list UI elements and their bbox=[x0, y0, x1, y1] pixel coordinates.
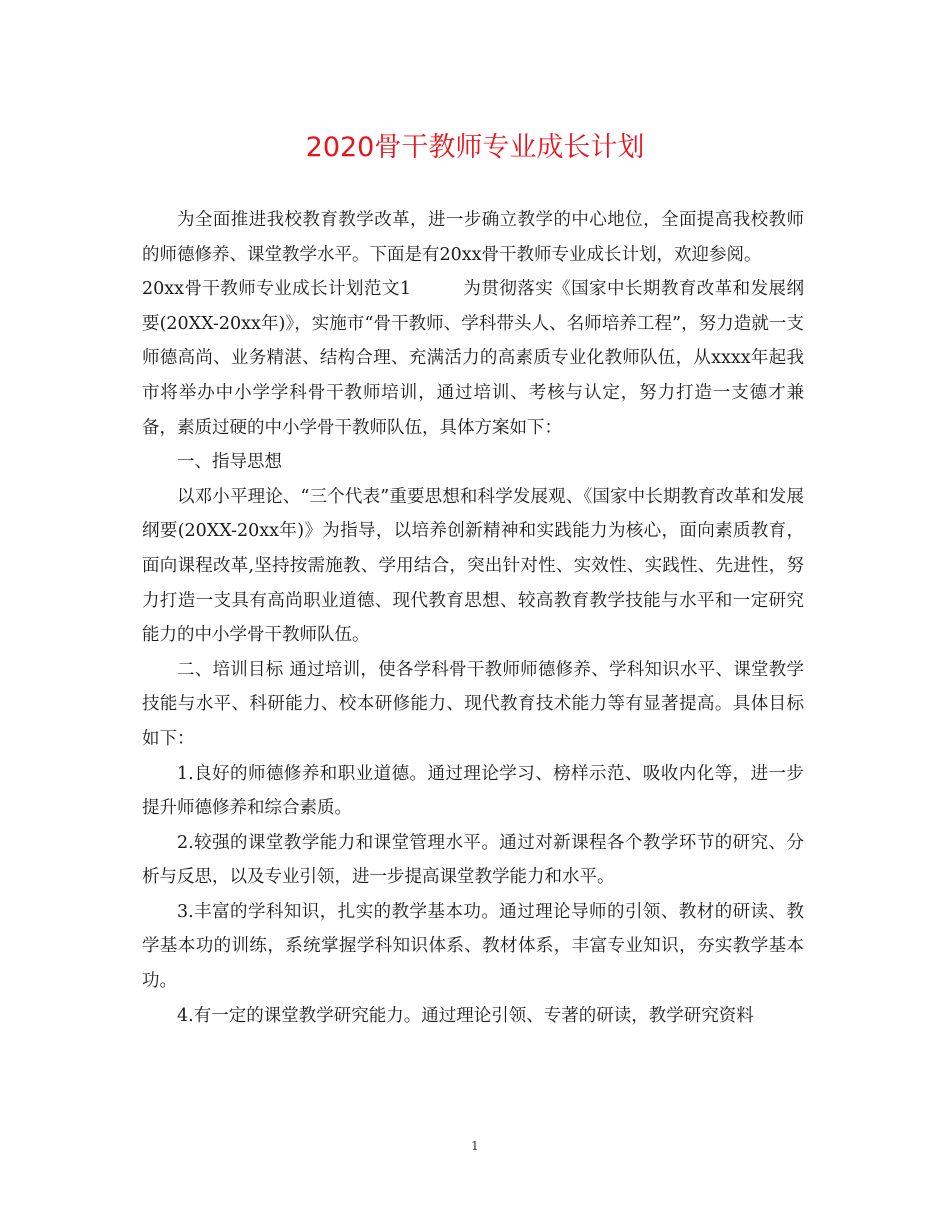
section1-heading: 一、指导思想 bbox=[177, 452, 282, 473]
goal-item-3: 3.丰富的学科知识，扎实的教学基本功。通过理论导师的引领、教材的研读、教学基本功的训练，系统掌握学科知识体系、教材体系，丰富专业知识，夯实教学基本功。 bbox=[142, 901, 804, 992]
goal-item-2: 2.较强的课堂教学能力和课堂管理水平。通过对新课程各个教学环节的研究、分析与反思，以及专业引领，进一步提高课堂教学能力和水平。 bbox=[142, 832, 804, 888]
page-number: 1 bbox=[471, 1139, 479, 1153]
document-title: 2020骨干教师专业成长计划 bbox=[305, 132, 645, 163]
sample-paragraph bbox=[142, 272, 804, 445]
section2-paragraph: 二、培训目标 通过培训，使各学科骨干教师师德修养、学科知识水平、课堂教学技能与水平、科研能力、校本研修能力、现代教育技术能力等有显著提高。具体目标如下： bbox=[142, 659, 804, 749]
sample-body: 为贯彻落实《国家中长期教育改革和发展纲要(20XX-20xx年)》，实施市“骨干教师、学科带头人、名师培养工程”，努力造就一支师德高尚、业务精湛、结构合理、充满活力的高素质专业化教师队伍，从xxxx年起我市将举办中小学学科骨干教师培训，通过培训、考核与认定，努力打造一支德才兼备，素质过硬的中小学骨干教师队伍，具体方案如下： bbox=[142, 279, 805, 438]
sample-heading: 20xx骨干教师专业成长计划范文1 bbox=[142, 279, 411, 300]
document-body bbox=[142, 203, 804, 1033]
section1-paragraph: 以邓小平理论、“三个代表”重要思想和科学发展观、《国家中长期教育改革和发展纲要(20XX-20xx年)》为指导，以培养创新精神和实践能力为核心，面向素质教育，面向课程改革,坚持按需施教、学用结合，突出针对性、实效性、实践性、先进性，努力打造一支具有高尚职业道德、现代教育思想、较高教育教学技能与水平和一定研究能力的中小学骨干教师队伍。 bbox=[142, 486, 804, 646]
goal-item-4: 4.有一定的课堂教学研究能力。通过理论引领、专著的研读，教学研究资料 bbox=[177, 1005, 754, 1026]
goal-item-1: 1.良好的师德修养和职业道德。通过理论学习、榜样示范、吸收内化等，进一步提升师德修养和综合素质。 bbox=[142, 763, 804, 819]
intro-paragraph: 为全面推进我校教育教学改革，进一步确立教学的中心地位，全面提高我校教师的师德修养、课堂教学水平。下面是有20xx骨干教师专业成长计划，欢迎参阅。 bbox=[142, 210, 804, 265]
